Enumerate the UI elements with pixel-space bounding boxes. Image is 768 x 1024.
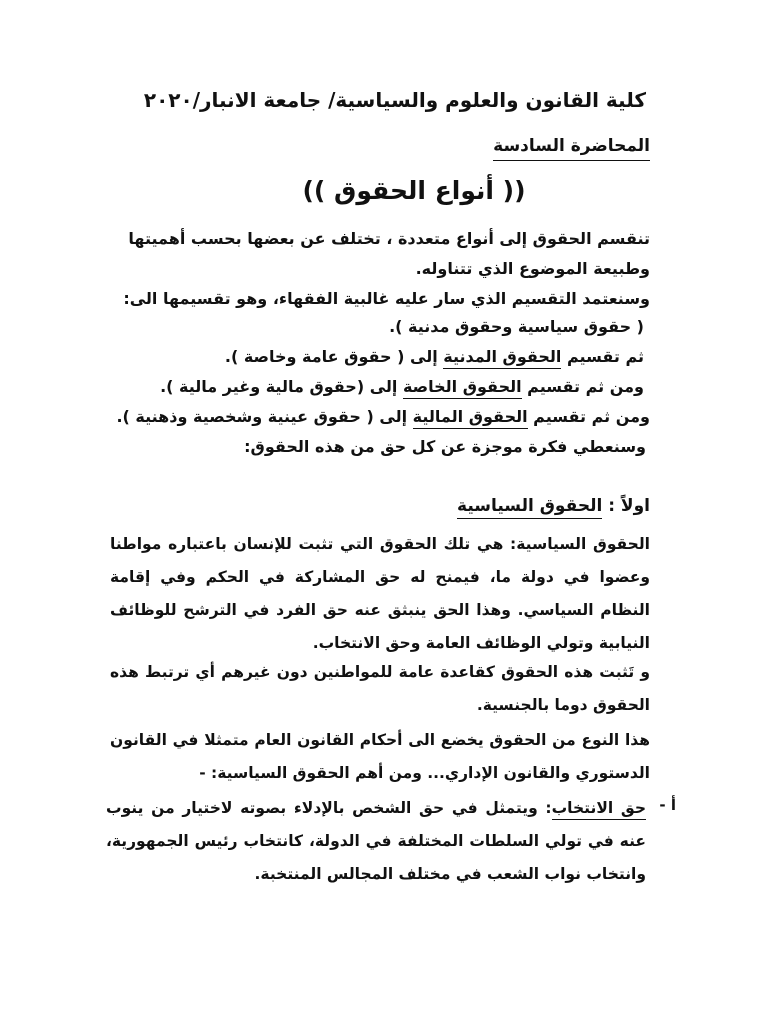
intro-line-4: ( حقوق سياسية وحقوق مدنية ). bbox=[389, 317, 644, 336]
financial-rights-term: الحقوق المالية bbox=[413, 407, 528, 429]
political-rights-paragraph-1: الحقوق السياسية: هي تلك الحقوق التي تثبت للإنسان باعتباره مواطنا وعضوا في دولة ما، فيمنح له حق المشاركة في الحكم وفي إقامة النظام السياسي. وهذا الحق ينبثق عنه حق الفرد في الترشح للوظائف النيابية وتولي الوظائف العامة وحق الانتخاب. bbox=[110, 535, 650, 652]
intro-line-6-start: ومن ثم تقسيم bbox=[521, 377, 644, 396]
intro-line-5-start: ثم تقسيم bbox=[561, 347, 644, 366]
voting-right-description: : ويتمثل في حق الشخص بالإدلاء بصوته لاختيار من ينوب عنه في تولي السلطات المختلفة في الدولة، كانتخاب رئيس الجمهورية، وانتخاب نواب الشعب في مختلف المجالس المنتخبة. bbox=[106, 799, 646, 883]
intro-line-7 bbox=[116, 406, 650, 428]
intro-line-5-end: إلى ( حقوق عامة وخاصة ). bbox=[224, 347, 444, 366]
intro-line-5 bbox=[225, 346, 644, 368]
college-title: كلية القانون والعلوم والسياسية/ جامعة الانبار/٢٠٢٠ bbox=[143, 88, 646, 112]
political-rights-paragraph-2: و تَثبت هذه الحقوق كقاعدة عامة للمواطنين دون غيرهم أي ترتبط هذه الحقوق دوما بالجنسية. bbox=[110, 663, 650, 714]
lecture-label: المحاضرة السادسة bbox=[493, 136, 650, 161]
intro-line-8: وسنعطي فكرة موجزة عن كل حق من هذه الحقوق: bbox=[244, 437, 646, 456]
list-marker-alef: أ - bbox=[659, 796, 676, 814]
section-number: اولاً : bbox=[602, 496, 650, 516]
civil-rights-term: الحقوق المدنية bbox=[443, 347, 561, 369]
intro-line-7-start: ومن ثم تقسيم bbox=[527, 407, 650, 426]
intro-line-3: وسنعتمد التقسيم الذي سار عليه غالبية الفقهاء، وهو تقسيمها الى: bbox=[123, 289, 650, 308]
voting-right-term: حق الانتخاب bbox=[552, 799, 646, 820]
list-item-voting-right bbox=[106, 792, 646, 891]
intro-line-1: تنقسم الحقوق إلى أنواع متعددة ، تختلف عن بعضها بحسب أهميتها bbox=[128, 229, 650, 248]
intro-line-6-end: إلى (حقوق مالية وغير مالية ). bbox=[160, 377, 403, 396]
topic-heading: (( أنواع الحقوق )) bbox=[302, 176, 526, 205]
private-rights-term: الحقوق الخاصة bbox=[403, 377, 522, 399]
intro-line-2: وطبيعة الموضوع الذي تتناوله. bbox=[415, 259, 650, 278]
political-rights-paragraph-3: هذا النوع من الحقوق يخضع الى أحكام القانون العام متمثلا في القانون الدستوري والقانون الإداري... ومن أهم الحقوق السياسية: - bbox=[110, 731, 650, 782]
intro-line-7-end: إلى ( حقوق عينية وشخصية وذهنية ). bbox=[116, 407, 413, 426]
section-title-political-rights bbox=[457, 496, 650, 516]
section-title-text: الحقوق السياسية bbox=[457, 496, 602, 519]
intro-line-6 bbox=[160, 376, 644, 398]
